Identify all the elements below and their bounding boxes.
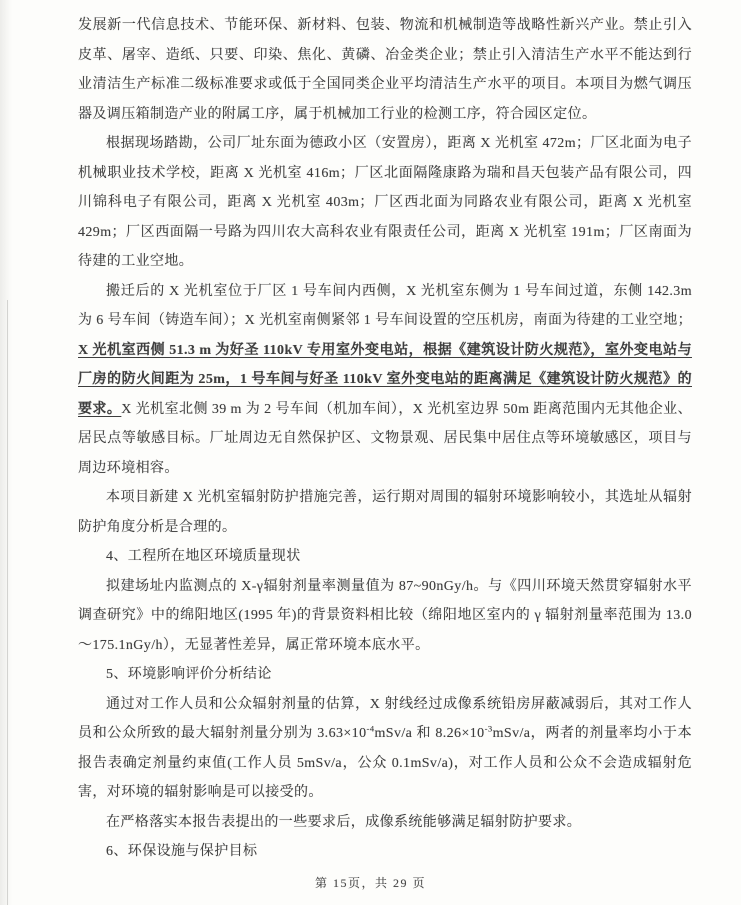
text-run: 5、环境影响评价分析结论 [106, 667, 272, 682]
text-run: mSv/a 和 8.26×10 [374, 726, 485, 741]
text-run: -4 [366, 723, 375, 734]
scan-edge-shadow [0, 0, 14, 905]
text-run: 拟建场址内监测点的 X-γ辐射剂量率测量值为 87~90nGy/h。与《四川环境天然贯穿辐射水平调查研究》中的绵阳地区(1995 年)的背景资料相比较（绵阳地区室内的 γ 辐射剂量率范围为 13.0～175.1nGy/h），无显著性差异，属正常环境本底水平。 [78, 578, 692, 653]
text-run: 本项目新建 X 光机室辐射防护措施完善，运行期对周围的辐射环境影响较小，其选址从辐射防护角度分析是合理的。 [78, 490, 692, 535]
text-run: -3 [484, 723, 493, 734]
text-run: 通过对工作人员和公众辐射剂量的估算，X 射线经过成像系统铅房屏蔽减弱后，其对工作人员和公众所致的最大辐射剂量分别为 3.63×10 [78, 696, 692, 741]
document-body [78, 11, 692, 867]
text-run: 根据现场踏勘，公司厂址东面为德政小区（安置房），距离 X 光机室 472m；厂区北面为电子机械职业技术学校，距离 X 光机室 416m；厂区北面隔隆康路为瑞和昌天包装产品有限公司，四川锦科电子有限公司，距离 X 光机室 403m；厂区西北面为同路农业有限公司，距离 X 光机室 429m；厂区西面隔一号路为四川农大高科农业有限责任公司，距离 X 光机室 191m；厂区南面为待建的工业空地。 [78, 136, 692, 269]
paragraph [78, 483, 692, 542]
text-run: 在严格落实本报告表提出的一些要求后，成像系统能够满足辐射防护要求。 [106, 814, 582, 830]
section-heading [78, 542, 692, 572]
section-heading [78, 660, 692, 690]
text-run: X 光机室北侧 39 m 为 2 号车间（机加车间），X 光机室边界 50m 距离范围内无其他企业、居民点等敏感目标。厂址周边无自然保护区、文物景观、居民集中居住点等环境敏感区，项目与周边环境相容。 [78, 401, 693, 476]
text-run: 4、工程所在地区环境质量现状 [106, 549, 301, 564]
emphasized-text-run: X 光机室西侧 51.3 m 为好圣 110kV 专用室外变电站，根据《建筑设计防火规范》，室外变电站与厂房的防火间距为 25m，1 号车间与好圣 110kV 室外变电站的距离满足《建筑设计防火规范》的要求。 [78, 342, 692, 417]
paragraph [78, 808, 692, 838]
paragraph [78, 11, 692, 129]
paragraph [78, 129, 692, 277]
paragraph [78, 690, 692, 808]
text-run: mSv/a，两者的剂量率均小于本报告表确定剂量约束值(工作人员 5mSv/a，公众 0.1mSv/a)，对工作人员和公众不会造成辐射危害，对环境的辐射影响是可以接受的。 [78, 726, 692, 800]
paragraph [78, 277, 692, 484]
page-number: 第 15页，共 29 页 [314, 876, 426, 890]
section-heading [78, 837, 692, 867]
text-run: 搬迁后的 X 光机室位于厂区 1 号车间内西侧，X 光机室东侧为 1 号车间过道，东侧 142.3m 为 6 号车间（铸造车间）；X 光机室南侧紧邻 1 号车间设置的空压机房，南面为待建的工业空地； [78, 283, 692, 328]
text-run: 发展新一代信息技术、节能环保、新材料、包装、物流和机械制造等战略性新兴产业。禁止引入皮革、屠宰、造纸、只要、印染、焦化、黄磷、冶金类企业；禁止引入清洁生产水平不能达到行业清洁生产标准二级标准要求或低于全国同类企业平均清洁生产水平的项目。本项目为燃气调压器及调压箱制造产业的附属工序，属于机械加工行业的检测工序，符合园区定位。 [78, 18, 692, 122]
text-run: 6、环保设施与保护目标 [106, 844, 258, 859]
paragraph [78, 572, 692, 661]
scan-edge-line [7, 300, 8, 905]
